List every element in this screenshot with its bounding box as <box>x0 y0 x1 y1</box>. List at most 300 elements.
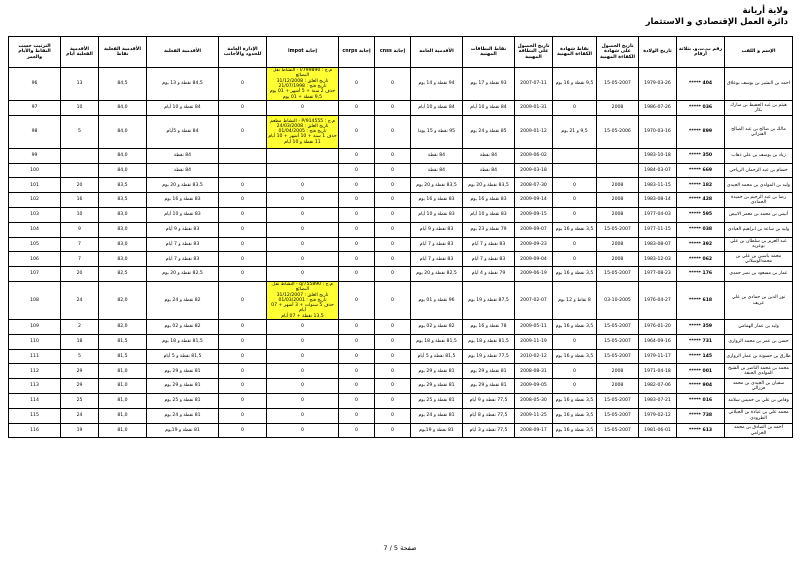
table-row <box>9 178 793 193</box>
col-header: تاريخ الولادة <box>639 37 677 68</box>
table-cell-effective-points: 82,0 <box>99 320 147 335</box>
table-cell-id: 016 ***** <box>677 394 725 409</box>
table-cell-name: نور الدين بن حمادي بن علي عريف <box>725 281 793 319</box>
table-cell-effective-seniority: 82 نقطة و 24 يوم <box>147 281 219 319</box>
table-cell-effective-days: 20 <box>61 178 99 193</box>
table-cell-rank: 106 <box>9 252 61 267</box>
table-cell-cnrps: 0 <box>339 379 375 394</box>
table-cell-rank: 107 <box>9 267 61 282</box>
table-cell-card-date: 2008-08-31 <box>515 364 553 379</box>
table-cell-card-date: 2009-01-12 <box>515 115 553 148</box>
table-cell-effective-seniority: 84 نقطة و 10 أيام <box>147 101 219 116</box>
table-cell-impot: 0 <box>267 334 339 349</box>
table-cell-cert-date <box>597 148 639 163</box>
table-cell-birthdate: 1964-09-16 <box>639 334 677 349</box>
table-cell-cert-points: 0 <box>553 334 597 349</box>
table-cell-cert-date: 2008 <box>597 193 639 208</box>
table-row <box>9 267 793 282</box>
table-cell-effective-points: 83,0 <box>99 222 147 237</box>
table-cell-border-admin: 0 <box>219 115 267 148</box>
table-cell-effective-seniority: 84,5 نقطة و 13 يوم <box>147 68 219 101</box>
table-cell-effective-seniority: 83,5 نقطة و 20 يوم <box>147 178 219 193</box>
table-row <box>9 334 793 349</box>
table-cell-card-date: 2009-11-25 <box>515 408 553 423</box>
table-cell-general-seniority: 81,5 نقطة و 5 أيام <box>411 349 463 364</box>
table-cell-effective-seniority: 83 نقطة و 7 أيام <box>147 252 219 267</box>
table-cell-border-admin: 0 <box>219 68 267 101</box>
table-cell-cert-date: 15-05-2007 <box>597 334 639 349</box>
table-cell-impot: 0 <box>267 252 339 267</box>
table-cell-cnrps: 0 <box>339 408 375 423</box>
table-cell-effective-seniority: 81 نقطة و 24 يوم <box>147 408 219 423</box>
table-cell-effective-points: 84,5 <box>99 68 147 101</box>
table-cell-birthdate: 1976-04-27 <box>639 281 677 319</box>
table-cell-cnrps: 0 <box>339 237 375 252</box>
table-cell-birthdate: 1981-06-01 <box>639 423 677 438</box>
table-header-row <box>9 37 793 68</box>
table-cell-effective-points: 81,0 <box>99 408 147 423</box>
table-row <box>9 349 793 364</box>
table-cell-cert-date: 2008 <box>597 364 639 379</box>
table-cell-cert-date: 2008 <box>597 178 639 193</box>
table-cell-effective-days <box>61 163 99 178</box>
table-cell-effective-points: 81,0 <box>99 423 147 438</box>
table-cell-general-seniority: 96 نقطة و 01 يوم <box>411 281 463 319</box>
table-cell-cnrps: 0 <box>339 267 375 282</box>
table-cell-birthdate: 1970-03-16 <box>639 115 677 148</box>
table-cell-effective-seniority: 82,5 نقطة و 20 يوم <box>147 267 219 282</box>
table-cell-cnss: 0 <box>375 281 411 319</box>
table-cell-cnss: 0 <box>375 320 411 335</box>
table-cell-effective-days: 25 <box>61 394 99 409</box>
table-cell-name: زياد بن يوسف بن علي ذهاب <box>725 148 793 163</box>
table-cell-cert-date: 15-05-2007 <box>597 320 639 335</box>
table-cell-id: 182 ***** <box>677 178 725 193</box>
table-cell-impot: 0 <box>267 364 339 379</box>
table-cell-card-points: 83 نقطة و 7 أيام <box>463 237 515 252</box>
table-cell-id: 669 ***** <box>677 163 725 178</box>
table-cell-cnss: 0 <box>375 163 411 178</box>
table-cell-card-date: 2009-09-05 <box>515 379 553 394</box>
table-cell-general-seniority: 82 نقطة و 02 يوم <box>411 320 463 335</box>
table-cell-border-admin: 0 <box>219 193 267 208</box>
table-cell-card-date: 2009-09-04 <box>515 252 553 267</box>
table-cell-cnrps: 0 <box>339 252 375 267</box>
table-cell-cnrps: 0 <box>339 364 375 379</box>
table-cell-name: سفيان بن الجيدي بن محمد فرزالي <box>725 379 793 394</box>
table-row <box>9 320 793 335</box>
table-cell-effective-seniority: 81 نقطة و 29 يوم <box>147 379 219 394</box>
table-cell-effective-days: 7 <box>61 237 99 252</box>
table-cell-name: عبد العزيز بن سلطان بن علي بوعزيه <box>725 237 793 252</box>
table-cell-id: 176 ***** <box>677 267 725 282</box>
col-header: إجابة cnss <box>375 37 411 68</box>
col-header: رقم ب.ت.و. بثلاثة أرقام <box>677 37 725 68</box>
table-cell-cnss: 0 <box>375 364 411 379</box>
table-cell-card-points: 84 نقطة و 10 أيام <box>463 101 515 116</box>
table-cell-impot: 0 <box>267 394 339 409</box>
table-cell-effective-seniority: 82 نقطة و 02 يوم <box>147 320 219 335</box>
table-cell-card-date: 2007-07-11 <box>515 68 553 101</box>
table-cell-cnss: 0 <box>375 193 411 208</box>
table-cell-effective-seniority: 83 نقطة و 9 أيام <box>147 222 219 237</box>
table-row <box>9 68 793 101</box>
table-cell-name: احمد بن البشير بن يوسف بوعلاق <box>725 68 793 101</box>
table-cell-id: 001 ***** <box>677 364 725 379</box>
ranking-table <box>8 36 793 438</box>
table-cell-cert-points: 0 <box>553 207 597 222</box>
table-cell-birthdate: 1977-08-23 <box>639 267 677 282</box>
table-cell-border-admin: 0 <box>219 394 267 409</box>
table-cell-cert-points: 0 <box>553 237 597 252</box>
table-cell-general-seniority: 81 نقطة و 29 يوم <box>411 379 463 394</box>
table-cell-cert-date: 15-05-2006 <box>597 115 639 148</box>
col-header: نقاط البطاقات المهنية <box>463 37 515 68</box>
table-cell-effective-points: 84,0 <box>99 148 147 163</box>
table-cell-general-seniority: 83 نقطة و 16 يوم <box>411 193 463 208</box>
table-cell-name: حسام بن عبد الرحمان الرياحي <box>725 163 793 178</box>
table-cell-impot: م.ج : I/799890 - النشاط نقل البضائع تاريخ الغلق : 31/12/2008 تاريخ فتح : 21/07/1998 حذف 2 سنة + 5 أشهر + 01 يوم 9,5 نقطة + 01 يوم <box>267 68 339 101</box>
table-cell-general-seniority: 84 نقطة و 10 أيام <box>411 101 463 116</box>
table-cell-general-seniority: 82,5 نقطة و 20 يوم <box>411 267 463 282</box>
table-cell-cert-date: 2008 <box>597 101 639 116</box>
table-cell-name: طارق بن حسونة بن عمار الزواري <box>725 349 793 364</box>
table-cell-rank: 104 <box>9 222 61 237</box>
table-cell-cnrps: 0 <box>339 101 375 116</box>
col-header: إجابة cnrps <box>339 37 375 68</box>
table-cell-effective-points: 83,0 <box>99 252 147 267</box>
table-cell-cert-points: 3,5 نقطة و 16 يوم <box>553 320 597 335</box>
table-cell-birthdate: 1979-03-26 <box>639 68 677 101</box>
table-row <box>9 207 793 222</box>
table-cell-effective-days: 24 <box>61 408 99 423</box>
table-cell-name: محمد بن محمد الناصر بن الشيخ المولدي الحبقة <box>725 364 793 379</box>
table-cell-cert-points <box>553 148 597 163</box>
table-cell-card-points: 84 نقطة <box>463 148 515 163</box>
table-cell-id: 038 ***** <box>677 222 725 237</box>
table-cell-effective-seniority: 83 نقطة و 7 أيام <box>147 237 219 252</box>
table-cell-rank: 99 <box>9 148 61 163</box>
table-cell-birthdate: 1982-07-06 <box>639 379 677 394</box>
table-cell-birthdate: 1984-03-07 <box>639 163 677 178</box>
table-cell-name: عمار بن مسعود بن نصر حمدي <box>725 267 793 282</box>
table-cell-rank: 109 <box>9 320 61 335</box>
table-cell-id: 404 ***** <box>677 68 725 101</box>
table-cell-general-seniority: 94 نقطة و 14 يوم <box>411 68 463 101</box>
table-cell-birthdate: 1986-07-26 <box>639 101 677 116</box>
table-cell-effective-seniority: 81 نقطة و 29 يوم <box>147 364 219 379</box>
table-row <box>9 101 793 116</box>
table-cell-cnss: 0 <box>375 207 411 222</box>
table-cell-card-date: 2008-07-30 <box>515 178 553 193</box>
table-cell-cert-points: 0 <box>553 364 597 379</box>
table-row <box>9 379 793 394</box>
table-cell-general-seniority: 84 نقطة <box>411 148 463 163</box>
table-cell-cnss: 0 <box>375 267 411 282</box>
table-cell-effective-days: 2 <box>61 320 99 335</box>
table-cell-cnrps: 0 <box>339 207 375 222</box>
table-cell-id: 392 ***** <box>677 237 725 252</box>
table-cell-effective-points: 81,0 <box>99 364 147 379</box>
table-cell-impot: 0 <box>267 237 339 252</box>
table-cell-cnrps: 0 <box>339 394 375 409</box>
table-cell-name: وقاص بن علي بن خميس سلامة <box>725 394 793 409</box>
table-cell-effective-seniority: 83 نقطة و 10 أيام <box>147 207 219 222</box>
table-cell-id: 731 ***** <box>677 334 725 349</box>
table-cell-cert-points: 3,5 نقطة و 16 يوم <box>553 349 597 364</box>
table-cell-cert-date: 15-05-2007 <box>597 267 639 282</box>
table-cell-cert-date: 2008 <box>597 379 639 394</box>
col-header: تاريخ الحصول على شهادة الكفاءة المهنية <box>597 37 639 68</box>
header-governorate: ولاية أريانة <box>742 6 788 16</box>
table-row <box>9 148 793 163</box>
table-cell-card-points: 81,5 نقطة و 18 يوم <box>463 334 515 349</box>
table-cell-general-seniority: 81,5 نقطة و 18 يوم <box>411 334 463 349</box>
table-cell-cnrps: 0 <box>339 163 375 178</box>
table-cell-cnss: 0 <box>375 178 411 193</box>
table-cell-cert-points: 0 <box>553 193 597 208</box>
table-cell-impot: 0 <box>267 178 339 193</box>
table-cell-cnrps: 0 <box>339 349 375 364</box>
table-cell-effective-points: 82,0 <box>99 281 147 319</box>
col-header: الأقدمية الفعلية نقاط <box>99 37 147 68</box>
table-cell-cnss: 0 <box>375 115 411 148</box>
table-cell-effective-seniority: 81,5 نقطة و 5 أيام <box>147 349 219 364</box>
table-cell-effective-days: 20 <box>61 267 99 282</box>
table-cell-effective-days: 29 <box>61 364 99 379</box>
table-cell-birthdate: 1977-04-03 <box>639 207 677 222</box>
table-cell-rank: 112 <box>9 364 61 379</box>
table-cell-id: 899 ***** <box>677 115 725 148</box>
table-cell-card-date: 2009-06-19 <box>515 267 553 282</box>
table-cell-border-admin: 0 <box>219 408 267 423</box>
table-cell-name: هيثم بن عبد الحفيظ بن مبارك بكار <box>725 101 793 116</box>
table-cell-rank: 97 <box>9 101 61 116</box>
table-cell-name: وليد بن ساعد بن ابراهيم العيادي <box>725 222 793 237</box>
table-cell-general-seniority: 95 نقطة و 15 يوما <box>411 115 463 148</box>
table-cell-impot: 0 <box>267 408 339 423</box>
table-body <box>9 68 793 438</box>
table-cell-birthdate: 1977-11-15 <box>639 222 677 237</box>
table-cell-name: محمد ياسين بن علي بن محمدالوسلاتي <box>725 252 793 267</box>
table-cell-border-admin: 0 <box>219 320 267 335</box>
table-cell-impot: 0 <box>267 222 339 237</box>
table-cell-cnss: 0 <box>375 334 411 349</box>
table-cell-effective-days <box>61 148 99 163</box>
col-header: الأقدمية الفعلية أيام <box>61 37 99 68</box>
table-cell-card-date: 2010-02-12 <box>515 349 553 364</box>
table-cell-effective-points: 83,5 <box>99 193 147 208</box>
table-cell-border-admin: 0 <box>219 267 267 282</box>
table-cell-effective-seniority: 81 نقطة و 19يوم <box>147 423 219 438</box>
table-cell-impot: 0 <box>267 101 339 116</box>
table-cell-effective-points: 81,0 <box>99 379 147 394</box>
table-cell-card-points: 79 نقطة و 23 يوم <box>463 222 515 237</box>
table-cell-effective-points: 81,0 <box>99 394 147 409</box>
table-cell-rank: 96 <box>9 68 61 101</box>
table-cell-card-points: 83,5 نقطة و 20 يوم <box>463 178 515 193</box>
table-cell-effective-days: 7 <box>61 252 99 267</box>
table-cell-card-date: 2009-09-15 <box>515 207 553 222</box>
table-cell-effective-points: 81,5 <box>99 349 147 364</box>
table-cell-card-date: 2009-01-31 <box>515 101 553 116</box>
table-cell-cert-date: 15-05-2007 <box>597 394 639 409</box>
table-cell-card-points: 93 نقطة و 17 يوم <box>463 68 515 101</box>
table-cell-effective-days: 13 <box>61 68 99 101</box>
table-cell-cert-date: 15-05-2007 <box>597 349 639 364</box>
table-cell-impot: 0 <box>267 193 339 208</box>
table-cell-cnss: 0 <box>375 349 411 364</box>
table-cell-rank: 100 <box>9 163 61 178</box>
col-header: الإسم و اللقب <box>725 37 793 68</box>
table-cell-cert-date: 2008 <box>597 237 639 252</box>
table-cell-name: مالك بن صالح بن عبد الصالح القنزاني <box>725 115 793 148</box>
table-cell-name: وليد بن عمار الهمامي <box>725 320 793 335</box>
table-cell-cnrps: 0 <box>339 193 375 208</box>
table-cell-border-admin: 0 <box>219 178 267 193</box>
table-cell-card-date: 2009-03-18 <box>515 163 553 178</box>
table-cell-impot: 0 <box>267 207 339 222</box>
table-cell-general-seniority: 81 نقطة و 19يوم <box>411 423 463 438</box>
table-cell-cert-date: 2008 <box>597 252 639 267</box>
table-cell-effective-days: 29 <box>61 379 99 394</box>
table-cell-effective-days: 10 <box>61 207 99 222</box>
table-cell-birthdate: 1983-08-14 <box>639 193 677 208</box>
table-cell-rank: 113 <box>9 379 61 394</box>
table-cell-effective-points: 84,0 <box>99 115 147 148</box>
table-cell-rank: 102 <box>9 193 61 208</box>
table-cell-border-admin: 0 <box>219 349 267 364</box>
table-cell-effective-points: 84,0 <box>99 101 147 116</box>
table-cell-effective-days: 16 <box>61 193 99 208</box>
table-cell-id: 036 ***** <box>677 101 725 116</box>
table-cell-id: 618 ***** <box>677 281 725 319</box>
table-cell-cert-points: 0 <box>553 379 597 394</box>
table-cell-card-points: 83 نقطة و 16 يوم <box>463 193 515 208</box>
table-cell-card-points: 83 نقطة و 10 أيام <box>463 207 515 222</box>
table-cell-id: 738 ***** <box>677 408 725 423</box>
table-row <box>9 423 793 438</box>
table-cell-general-seniority: 83 نقطة و 9 أيام <box>411 222 463 237</box>
table-cell-rank: 98 <box>9 115 61 148</box>
table-cell-rank: 110 <box>9 334 61 349</box>
table-cell-cert-points: 0 <box>553 101 597 116</box>
table-cell-card-points: 84 نقطة <box>463 163 515 178</box>
table-row <box>9 394 793 409</box>
table-cell-effective-days: 5 <box>61 349 99 364</box>
table-cell-cnss: 0 <box>375 148 411 163</box>
page-number: صفحة 5 / 7 <box>383 544 417 552</box>
table-row <box>9 408 793 423</box>
table-cell-impot: 0 <box>267 423 339 438</box>
table-cell-card-points: 77,5 نقطة و 19 يوم <box>463 349 515 364</box>
table-cell-name: رضا بن عبد الرحيم بن حميدة الحمادي <box>725 193 793 208</box>
table-row <box>9 222 793 237</box>
table-row <box>9 193 793 208</box>
table-cell-border-admin: 0 <box>219 379 267 394</box>
table-cell-card-points: 79 نقطة و 4 أيام <box>463 267 515 282</box>
table-cell-effective-seniority: 84 نقطة <box>147 148 219 163</box>
table-cell-cert-points: 3,5 نقطة و 16 يوم <box>553 423 597 438</box>
table-cell-effective-points: 81,5 <box>99 334 147 349</box>
col-header: تاريخ الحصول على البطاقة المهنية <box>515 37 553 68</box>
table-cell-effective-seniority: 81,5 نقطة و 18 يوم <box>147 334 219 349</box>
table-cell-effective-days: 19 <box>61 423 99 438</box>
table-cell-id: 359 ***** <box>677 320 725 335</box>
table-cell-birthdate: 1983-12-03 <box>639 252 677 267</box>
table-cell-cert-date: 2008 <box>597 207 639 222</box>
table-cell-cert-date <box>597 163 639 178</box>
table-cell-general-seniority: 81 نقطة و 24 يوم <box>411 408 463 423</box>
table-cell-impot: 0 <box>267 267 339 282</box>
table-cell-cnss: 0 <box>375 408 411 423</box>
table-cell-cert-points: 3,5 نقطة و 16 يوم <box>553 267 597 282</box>
table-cell-name: وليد بن المولدي بن محمد الجيدي <box>725 178 793 193</box>
table-cell-cert-date: 03-10-2005 <box>597 281 639 319</box>
table-cell-effective-points: 83,0 <box>99 237 147 252</box>
table-cell-birthdate: 1983-08-07 <box>639 237 677 252</box>
table-cell-birthdate: 1979-02-12 <box>639 408 677 423</box>
table-cell-cnrps: 0 <box>339 334 375 349</box>
table-row <box>9 237 793 252</box>
table-cell-card-date: 2007-02-07 <box>515 281 553 319</box>
table-cell-cnss: 0 <box>375 237 411 252</box>
table-cell-impot <box>267 148 339 163</box>
table-cell-cnrps: 0 <box>339 222 375 237</box>
table-cell-general-seniority: 83 نقطة و 7 أيام <box>411 237 463 252</box>
table-cell-rank: 116 <box>9 423 61 438</box>
table-cell-cnrps: 0 <box>339 178 375 193</box>
table-cell-cnss: 0 <box>375 379 411 394</box>
table-cell-rank: 108 <box>9 281 61 319</box>
table-cell-impot <box>267 163 339 178</box>
table-cell-border-admin <box>219 148 267 163</box>
table-cell-cnrps: 0 <box>339 115 375 148</box>
col-header: الإدارة العامة للحدود والأجانب <box>219 37 267 68</box>
table-cell-cert-date: 15-05-2007 <box>597 423 639 438</box>
col-header: الأقدمية العامة <box>411 37 463 68</box>
table-cell-rank: 103 <box>9 207 61 222</box>
table-cell-impot: 0 <box>267 349 339 364</box>
table-cell-impot: م.ج : P/914555 - النشاط مطعم تاريخ الغلق : 24/03/2008 تاريخ فتح : 01/04/2005 حذف 1 سنة + 10 أشهر + 10 أيام 11 نقطة و 10 أيام <box>267 115 339 148</box>
table-cell-effective-days: 10 <box>61 101 99 116</box>
table-cell-id: 595 ***** <box>677 207 725 222</box>
table-cell-cnrps: 0 <box>339 423 375 438</box>
table-cell-border-admin: 0 <box>219 101 267 116</box>
table-cell-effective-seniority: 83 نقطة و 16 يوم <box>147 193 219 208</box>
table-cell-card-points: 81 نقطة و 29 يوم <box>463 364 515 379</box>
table-cell-id: 350 ***** <box>677 148 725 163</box>
table-cell-card-date: 2009-09-14 <box>515 193 553 208</box>
table-cell-impot: 0 <box>267 379 339 394</box>
col-header: الأقدمية الفعلية <box>147 37 219 68</box>
table-cell-effective-days: 24 <box>61 281 99 319</box>
table-cell-border-admin: 0 <box>219 252 267 267</box>
table-cell-effective-seniority: 81 نقطة و 25 يوم <box>147 394 219 409</box>
table-cell-birthdate: 1983-11-15 <box>639 178 677 193</box>
table-cell-general-seniority: 81 نقطة و 29 يوم <box>411 364 463 379</box>
table-cell-border-admin: 0 <box>219 281 267 319</box>
table-cell-rank: 101 <box>9 178 61 193</box>
table-cell-birthdate: 1983-07-21 <box>639 394 677 409</box>
table-cell-effective-points: 83,0 <box>99 207 147 222</box>
table-cell-effective-points: 84,0 <box>99 163 147 178</box>
table-cell-cert-points: 0 <box>553 178 597 193</box>
table-cell-general-seniority: 83,5 نقطة و 20 يوم <box>411 178 463 193</box>
table-cell-border-admin: 0 <box>219 222 267 237</box>
table-cell-border-admin: 0 <box>219 364 267 379</box>
table-cell-birthdate: 1976-01-20 <box>639 320 677 335</box>
